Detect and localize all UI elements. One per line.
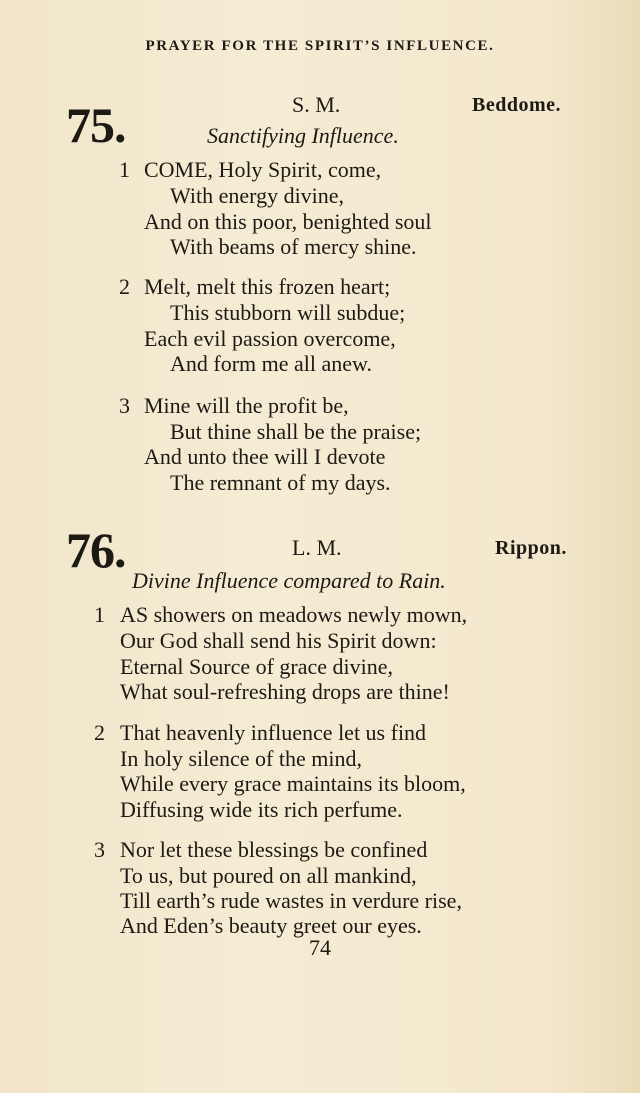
verse-line: AS showers on meadows newly mown, — [120, 602, 468, 627]
hymn-meter: S. M. — [292, 92, 341, 117]
verse-line: And form me all anew. — [170, 351, 373, 376]
verse-line: And unto thee will I devote — [144, 444, 386, 469]
verse-line: Melt, melt this frozen heart; — [144, 274, 391, 299]
verse-line: In holy silence of the mind, — [120, 746, 362, 771]
verse-line: But thine shall be the praise; — [170, 419, 422, 444]
verse-line: Nor let these blessings be confined — [120, 837, 428, 862]
hymn-subtitle: Divine Influence compared to Rain. — [132, 568, 446, 593]
page-number: 74 — [309, 935, 331, 960]
verse-line: Mine will the profit be, — [144, 393, 349, 418]
hymn-tune: Beddome. — [472, 94, 561, 116]
stanza-number: 3 — [94, 837, 105, 862]
verse-line: Till earth’s rude wastes in verdure rise, — [120, 888, 462, 913]
verse-line: COME, Holy Spirit, come, — [144, 157, 382, 182]
stanza-number: 3 — [119, 393, 130, 418]
verse-line: This stubborn will subdue; — [170, 300, 406, 325]
hymn-subtitle: Sanctifying Influence. — [207, 123, 399, 148]
verse-line: That heavenly influence let us find — [120, 720, 427, 745]
hymn-meter: L. M. — [292, 535, 342, 560]
verse-line: The remnant of my days. — [170, 470, 391, 495]
verse-line: And on this poor, benighted soul — [144, 209, 432, 234]
verse-line: And Eden’s beauty greet our eyes. — [120, 913, 422, 938]
verse-line: Eternal Source of grace divine, — [120, 654, 394, 679]
verse-line: With beams of mercy shine. — [170, 234, 417, 259]
hymn-number: 76. — [66, 522, 126, 578]
verse-line: With energy divine, — [170, 183, 345, 208]
hymn-number: 75. — [66, 97, 126, 153]
hymn-tune: Rippon. — [495, 537, 567, 559]
stanza-number: 2 — [94, 720, 105, 745]
stanza-number: 1 — [119, 157, 130, 182]
verse-line: What soul-refreshing drops are thine! — [120, 679, 450, 704]
verse-line: To us, but poured on all mankind, — [120, 863, 417, 888]
verse-line: Each evil passion overcome, — [144, 326, 396, 351]
stanza-number: 1 — [94, 602, 105, 627]
verse-line: Our God shall send his Spirit down: — [120, 628, 437, 653]
running-head: PRAYER FOR THE SPIRIT’S INFLUENCE. — [145, 38, 495, 54]
stanza-number: 2 — [119, 274, 130, 299]
verse-line: Diffusing wide its rich perfume. — [120, 797, 403, 822]
verse-line: While every grace maintains its bloom, — [120, 771, 466, 796]
